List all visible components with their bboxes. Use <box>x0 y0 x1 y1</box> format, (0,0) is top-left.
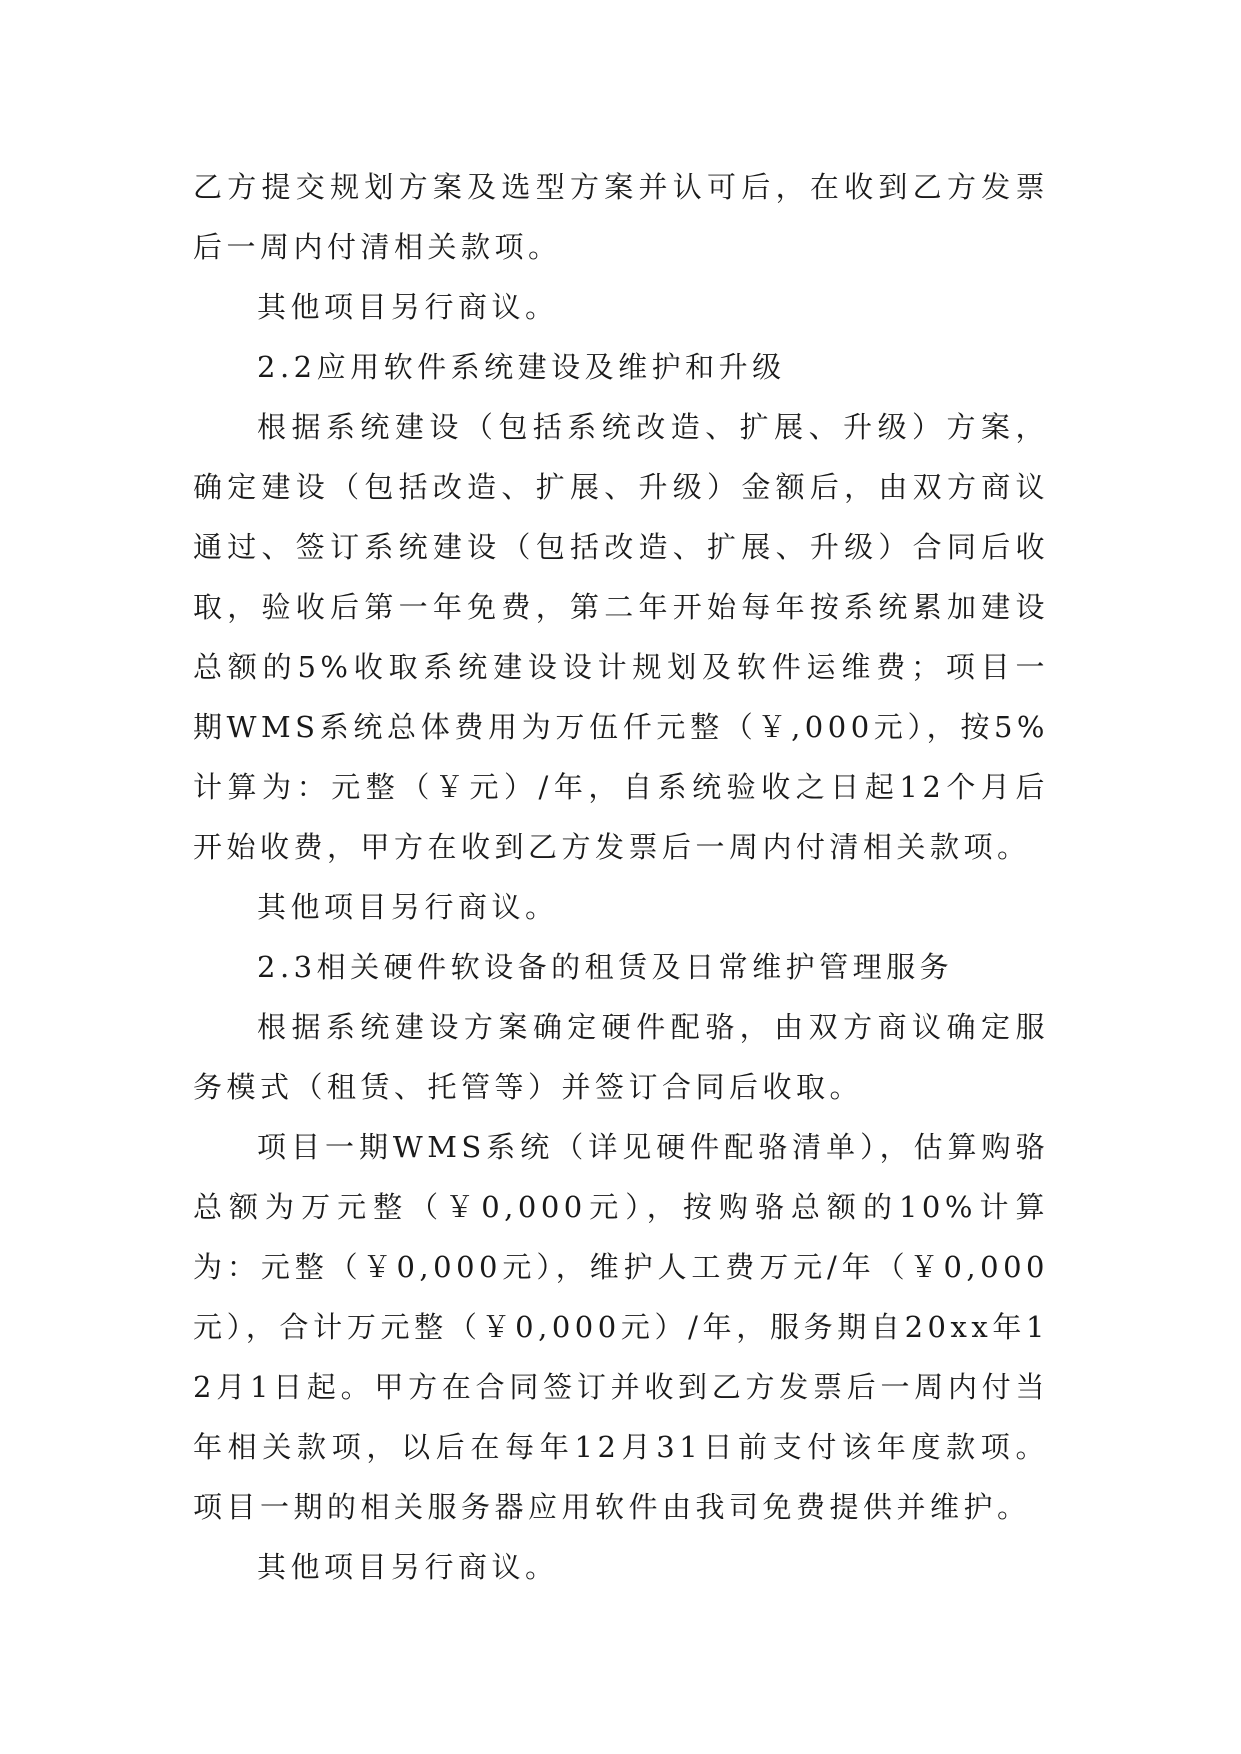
document-body <box>193 157 1049 1597</box>
paragraph-hardware-service-mode: 根据系统建设方案确定硬件配骆，由双方商议确定服务模式（租赁、托管等）并签订合同后收取。 <box>193 1010 1049 1104</box>
paragraph-other-items-2: 其他项目另行商议。 <box>257 890 559 924</box>
paragraph-other-items-3: 其他项目另行商议。 <box>257 1550 559 1584</box>
section-heading-2-2: 2.2应用软件系统建设及维护和升级 <box>257 350 786 384</box>
paragraph-hardware-fees: 项目一期WMS系统（详见硬件配骆清单），估算购骆总额为万元整（￥0,000元），按购骆总额的10%计算为：元整（￥0,000元），维护人工费万元/年（￥0,000元），合计万元整（￥0,000元）/年，服务期自20xx年12月1日起。甲方在合同签订并收到乙方发票后一周内付当年相关款项，以后在每年12月31日前支付该年度款项。项目一期的相关服务器应用软件由我司免费提供并维护。 <box>193 1130 1049 1524</box>
paragraph-payment-terms-continued: 乙方提交规划方案及选型方案并认可后，在收到乙方发票后一周内付清相关款项。 <box>193 170 1049 264</box>
paragraph-software-fees: 根据系统建设（包括系统改造、扩展、升级）方案，确定建设（包括改造、扩展、升级）金额后，由双方商议通过、签订系统建设（包括改造、扩展、升级）合同后收取，验收后第一年免费，第二年开始每年按系统累加建设总额的5%收取系统建设设计规划及软件运维费；项目一期WMS系统总体费用为万伍仟元整（￥,000元），按5%计算为：元整（￥元）/年，自系统验收之日起12个月后开始收费，甲方在收到乙方发票后一周内付清相关款项。 <box>193 410 1049 864</box>
section-heading-2-3: 2.3相关硬件软设备的租赁及日常维护管理服务 <box>257 950 954 984</box>
paragraph-other-items-1: 其他项目另行商议。 <box>257 290 559 324</box>
